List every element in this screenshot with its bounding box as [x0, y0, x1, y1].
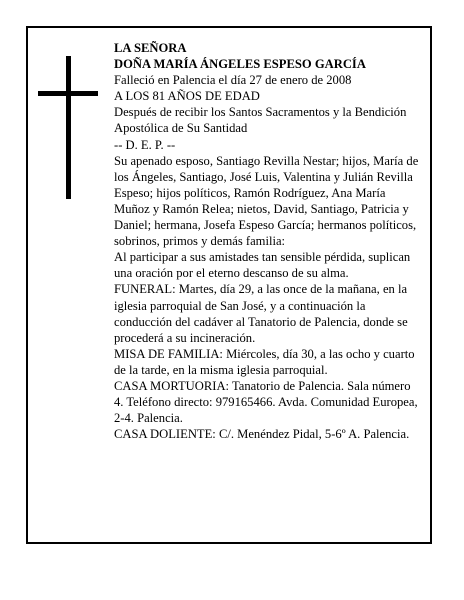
family-paragraph: Su apenado esposo, Santiago Revilla Nestar; hijos, María de los Ángeles, Santiago, José Luis, Valentina y Julián Revilla Espeso; hijos políticos, Ramón Rodríguez, Ana María Muñoz y Ramón Relea; nietos, David, Santiago, Patricia y Daniel; hermana, Josefa Espeso García; hermanos políticos, sobrinos, primos y demás familia: — [114, 153, 419, 249]
funeral-paragraph: FUNERAL: Martes, día 29, a las once de la mañana, en la iglesia parroquial de San José, y a continuación la conducción del cadáver al Tanatorio de Palencia, donde se procederá a su incineración. — [114, 282, 408, 345]
death-line: Falleció en Palencia el día 27 de enero de 2008 — [114, 73, 352, 88]
obituary-card — [26, 26, 432, 544]
cross-vertical-bar — [66, 56, 71, 199]
mortuary-paragraph: CASA MORTUORIA: Tanatorio de Palencia. Sala número 4. Teléfono directo: 979165466. Avda. Comunidad Europea, 2-4. Palencia. — [114, 378, 418, 426]
sacraments-line: Después de recibir los Santos Sacramentos y la Bendición Apostólica de Su Santidad — [114, 105, 407, 136]
obituary-text — [114, 40, 420, 442]
mass-paragraph: MISA DE FAMILIA: Miércoles, día 30, a las ocho y cuarto de la tarde, en la misma iglesia parroquial. — [114, 346, 415, 377]
notice-title: LA SEÑORA — [114, 41, 187, 55]
cross-horizontal-bar — [38, 91, 98, 96]
home-paragraph: CASA DOLIENTE: C/. Menéndez Pidal, 5-6º A. Palencia. — [114, 427, 410, 442]
cross-icon — [38, 56, 98, 199]
dep-line: -- D. E. P. -- — [114, 137, 176, 152]
age-line: A LOS 81 AÑOS DE EDAD — [114, 89, 260, 104]
deceased-name: DOÑA MARÍA ÁNGELES ESPESO GARCÍA — [114, 57, 366, 72]
request-paragraph: Al participar a sus amistades tan sensible pérdida, suplican una oración por el eterno descanso de su alma. — [114, 250, 411, 281]
